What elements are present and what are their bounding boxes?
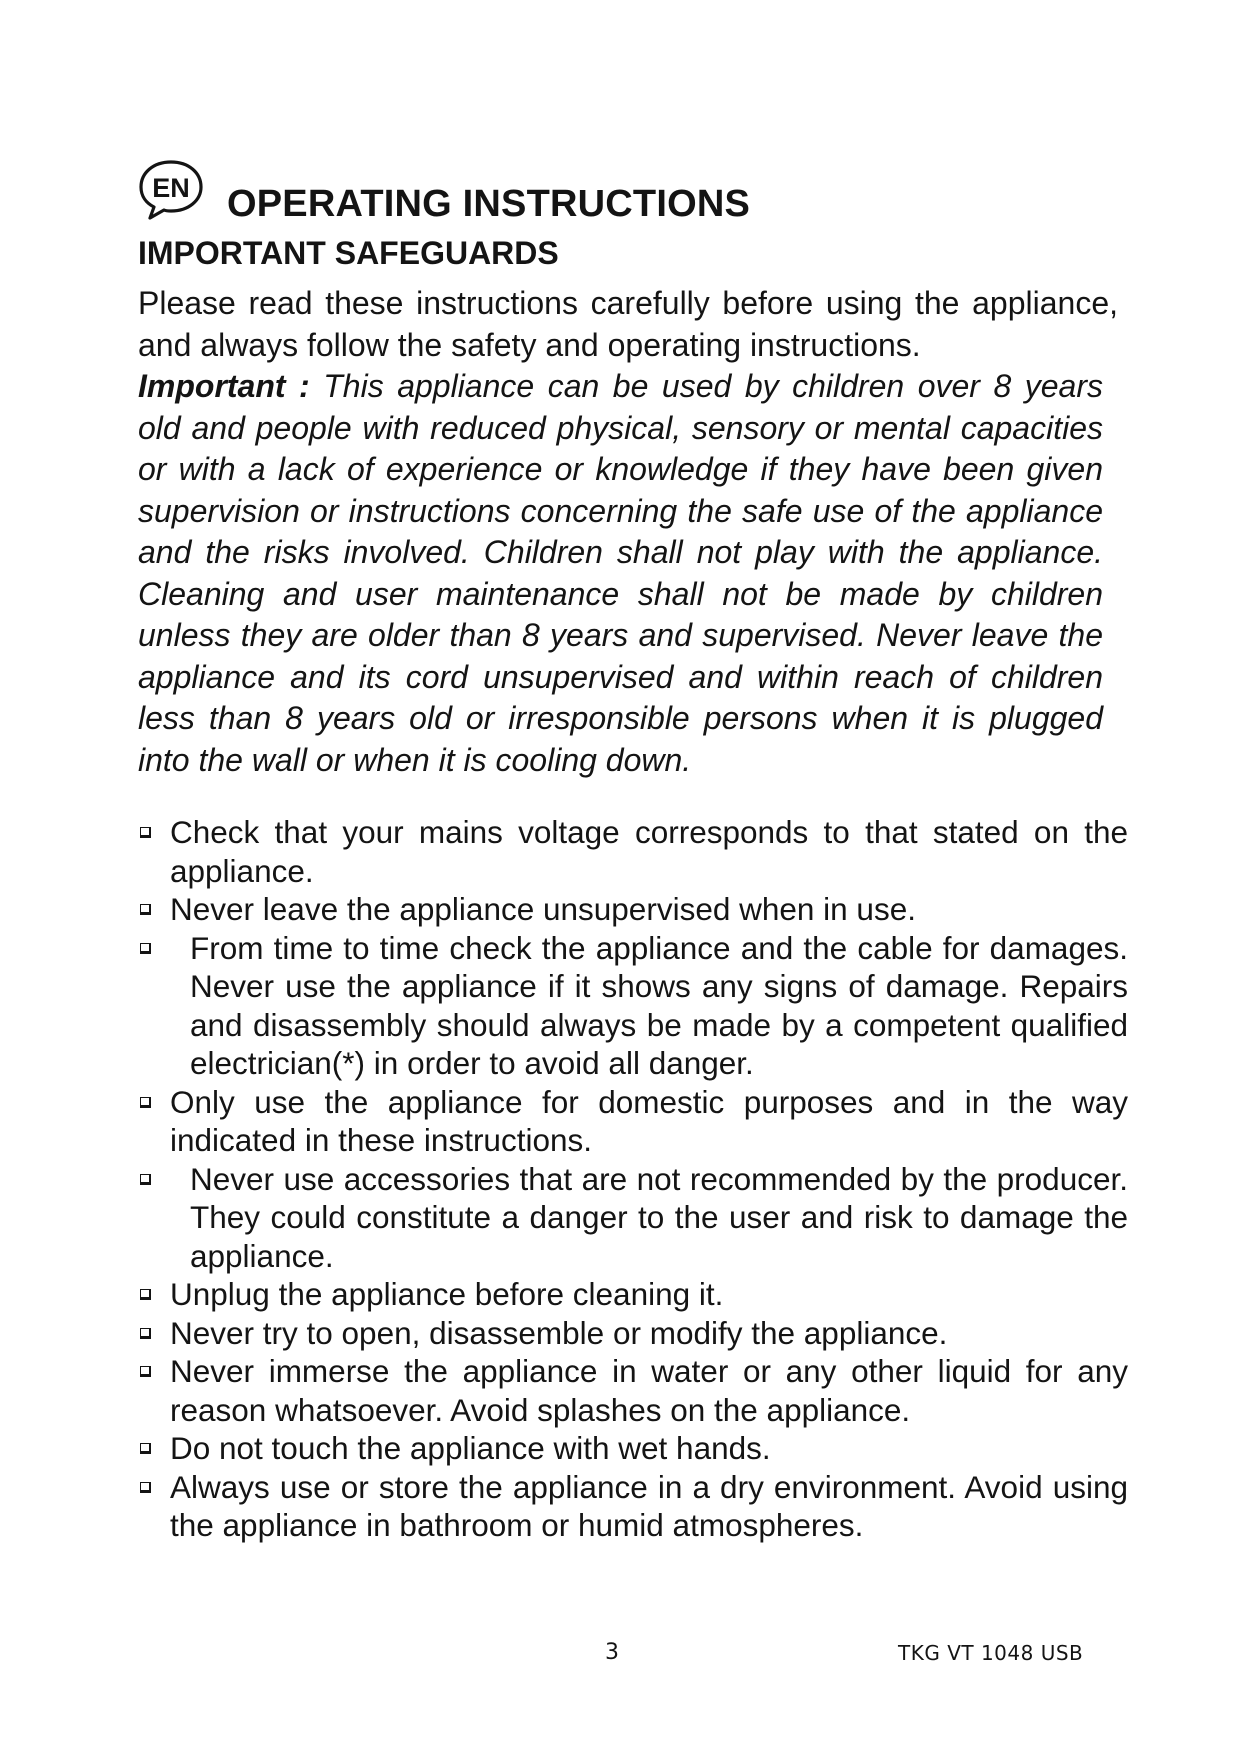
- list-item: Always use or store the appliance in a dry environment. Avoid using the appliance in bathroom or humid atmospheres.: [138, 1468, 1128, 1545]
- warning-lead: Important :: [138, 368, 310, 404]
- section-heading: IMPORTANT SAFEGUARDS: [138, 235, 559, 271]
- safeguards-list: [138, 813, 1128, 1545]
- checkbox-bullet-icon: [140, 1366, 151, 1377]
- language-code: EN: [152, 173, 190, 203]
- list-item: From time to time check the appliance and the cable for damages. Never use the appliance if it shows any signs of damage. Repairs and disassembly should always be made by a competent qualified electrician(*) in order to avoid all danger.: [138, 929, 1128, 1083]
- checkbox-bullet-icon: [140, 827, 151, 838]
- list-item: Do not touch the appliance with wet hands.: [138, 1429, 1128, 1468]
- checkbox-bullet-icon: [140, 1097, 151, 1108]
- list-item: Never use accessories that are not recommended by the producer. They could constitute a danger to the user and risk to damage the appliance.: [138, 1160, 1128, 1276]
- checkbox-bullet-icon: [140, 943, 151, 954]
- list-item: Unplug the appliance before cleaning it.: [138, 1275, 1128, 1314]
- important-warning: [138, 366, 1103, 781]
- list-item: Never immerse the appliance in water or any other liquid for any reason whatsoever. Avoid splashes on the appliance.: [138, 1352, 1128, 1429]
- checkbox-bullet-icon: [140, 1443, 151, 1454]
- list-item: Only use the appliance for domestic purposes and in the way indicated in these instructions.: [138, 1083, 1128, 1160]
- checkbox-bullet-icon: [140, 904, 151, 915]
- list-item: Never leave the appliance unsupervised when in use.: [138, 890, 1128, 929]
- page-title: OPERATING INSTRUCTIONS: [227, 183, 751, 225]
- list-item: Never try to open, disassemble or modify the appliance.: [138, 1314, 1128, 1353]
- checkbox-bullet-icon: [140, 1174, 151, 1185]
- language-badge-icon: [136, 158, 206, 222]
- checkbox-bullet-icon: [140, 1482, 151, 1493]
- page-number: 3: [605, 1640, 619, 1665]
- checkbox-bullet-icon: [140, 1289, 151, 1300]
- intro-paragraph: Please read these instructions carefully before using the appliance, and always follow the safety and operating instructions.: [138, 285, 1118, 363]
- checkbox-bullet-icon: [140, 1328, 151, 1339]
- model-number: TKG VT 1048 USB: [898, 1641, 1084, 1665]
- list-item: Check that your mains voltage corresponds to that stated on the appliance.: [138, 813, 1128, 890]
- warning-text: This appliance can be used by children over 8 years old and people with reduced physical, sensory or mental capacities or with a lack of experience or knowledge if they have been given supervision or instructions concerning the safe use of the appliance and the risks involved. Children shall not play with the appliance. Cleaning and user maintenance shall not be made by children unless they are older than 8 years and supervised. Never leave the appliance and its cord unsupervised and within reach of children less than 8 years old or irresponsible persons when it is plugged into the wall or when it is cooling down.: [138, 368, 1104, 778]
